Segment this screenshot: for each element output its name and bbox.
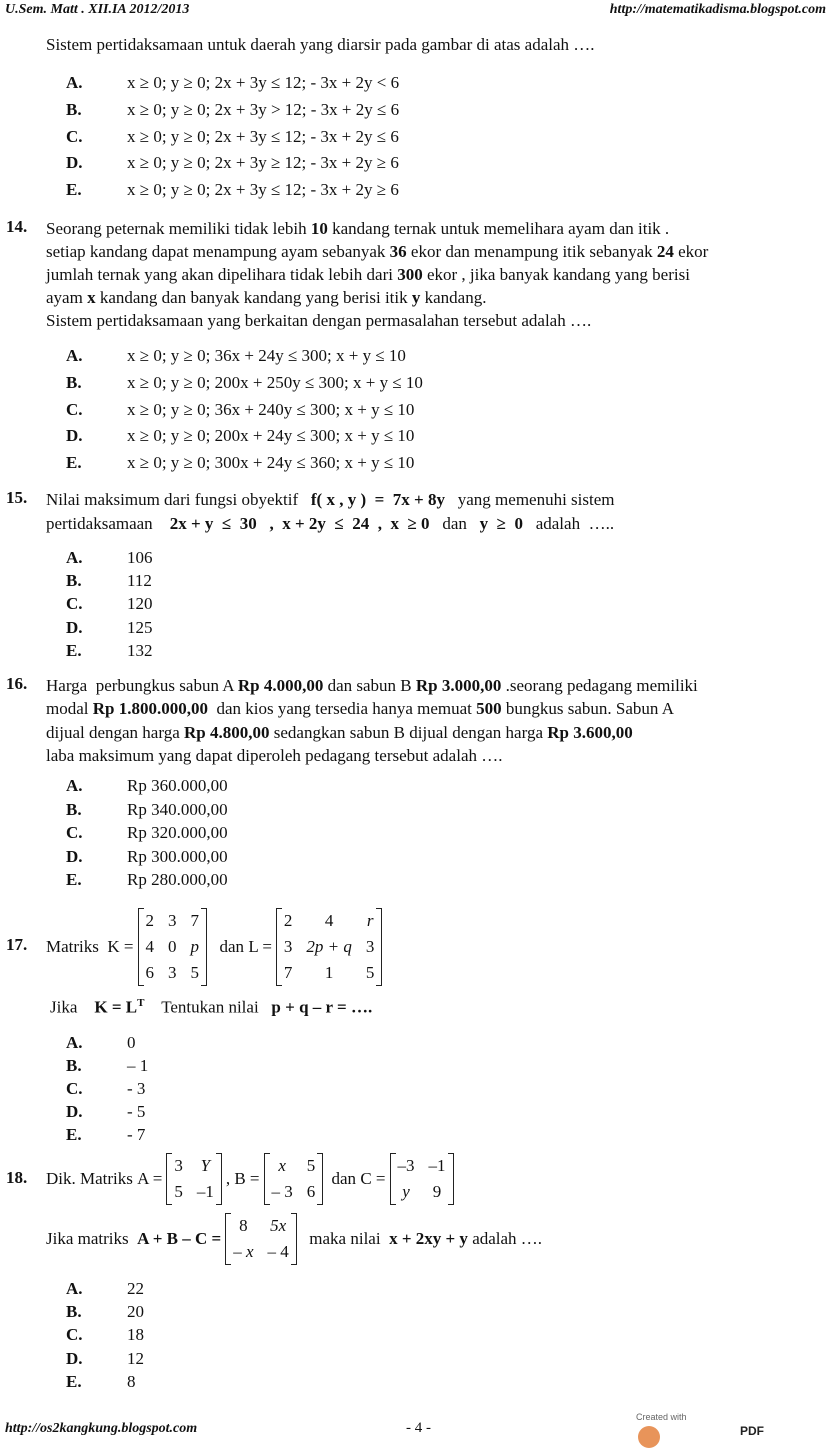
option-text: x ≥ 0; y ≥ 0; 2x + 3y ≤ 12; - 3x + 2y ≤ 6 [127, 126, 399, 146]
l-label: L = [248, 937, 272, 956]
matrix-cell: 5 [190, 963, 200, 982]
option-text: x ≥ 0; y ≥ 0; 2x + 3y ≥ 12; - 3x + 2y ≥ 6 [127, 153, 399, 173]
bold-text: 2x + y ≤ 30 , x + 2y ≤ 24 , x ≥ 0 [169, 514, 430, 533]
option-text: 125 [127, 617, 153, 637]
matrix-cell: 5 [365, 963, 375, 982]
option-letter: C. [66, 594, 83, 614]
bold-text: f( x , y ) = 7x + 8y [310, 490, 445, 509]
matrix-cell: 0 [168, 937, 177, 956]
text-run: dan sabun B [323, 676, 416, 695]
option-text: 132 [127, 640, 153, 660]
matrix-cell: 3 [168, 911, 177, 930]
question-line [46, 240, 708, 263]
page-number: - 4 - [406, 1420, 431, 1436]
q17-label: Matriks [46, 937, 99, 956]
matrix-cell: –1 [428, 1156, 446, 1175]
maka-label: maka nilai [309, 1229, 381, 1248]
option-text: x ≥ 0; y ≥ 0; 2x + 3y ≤ 12; - 3x + 2y < 6 [127, 73, 400, 92]
option-text: x ≥ 0; y ≥ 0; 200x + 24y ≤ 300; x + y ≤ 10 [127, 426, 415, 446]
matrix-c [390, 1153, 454, 1205]
q18-expr: A + B – C = [137, 1229, 222, 1248]
option-letter: C. [66, 126, 83, 146]
option-letter: B. [66, 99, 82, 119]
matrix-cell: 8 [239, 1216, 248, 1235]
option-text: - 5 [127, 1102, 146, 1121]
matrix-cell: 3 [168, 963, 177, 982]
bold-text: y ≥ 0 [479, 514, 523, 533]
bold-text: Rp 1.800.000,00 [92, 699, 208, 719]
question-14 [0, 217, 709, 473]
jika-label: Jika matriks [46, 1229, 129, 1248]
matrix-cell: 5 [306, 1156, 316, 1175]
text-run: jumlah ternak yang akan dipelihara tidak lebih dari [46, 265, 398, 284]
matrix-cell: 7 [283, 963, 293, 982]
option-text: x ≥ 0; y ≥ 0; 300x + 24y ≤ 360; x + y ≤ 10 [127, 453, 415, 473]
option-text: - 7 [127, 1125, 146, 1144]
bold-text: 36 [389, 242, 407, 261]
condition: K = L [94, 997, 138, 1017]
question-line [46, 721, 698, 744]
option-letter: E. [66, 1125, 82, 1144]
watermark-text: Created with [636, 1412, 687, 1422]
option-text: 120 [127, 594, 153, 614]
c-label: C = [360, 1169, 386, 1188]
q17-ask: p + q – r = …. [271, 997, 373, 1017]
option-letter: A. [66, 776, 83, 795]
option-letter: A. [66, 73, 83, 92]
question-line [46, 286, 708, 309]
matrix-cell: 4 [145, 937, 155, 956]
dan-label: dan [219, 937, 245, 956]
matrix-result [225, 1213, 297, 1265]
tentukan-label: Tentukan nilai [161, 997, 259, 1017]
question-line [46, 488, 615, 512]
text-run: Sistem pertidaksamaan yang berkaitan dengan permasalahan tersebut adalah …. [46, 311, 592, 330]
bold-text: Rp 4.800,00 [184, 722, 270, 742]
b-label: , B = [225, 1169, 260, 1188]
matrix-cell: 2 [283, 911, 293, 930]
matrix-cell: – x [233, 1242, 254, 1261]
matrix-cell: 5 [174, 1182, 183, 1201]
text-run: dan kios yang tersedia hanya memuat [207, 699, 477, 719]
matrix-l [276, 908, 382, 986]
text-run: kandang dan banyak kandang yang berisi itik [95, 288, 412, 307]
q18-label: Dik. Matriks [46, 1169, 133, 1188]
adalah-label: adalah …. [472, 1229, 543, 1248]
option-text: x ≥ 0; y ≥ 0; 2x + 3y > 12; - 3x + 2y ≤ 6 [127, 99, 400, 119]
bold-text: 10 [310, 219, 328, 238]
option-letter: D. [66, 1348, 83, 1368]
text-run: ekor [673, 242, 709, 261]
option-letter: C. [66, 1325, 83, 1345]
matrix-cell: 6 [306, 1182, 316, 1201]
option-letter: B. [66, 571, 82, 591]
question-text [46, 674, 698, 767]
question-line [46, 217, 708, 240]
bold-text: x [87, 288, 96, 307]
option-letter: C. [66, 1079, 83, 1098]
text-run: ekor dan menampung itik sebanyak [406, 242, 657, 261]
q13-intro: Sistem pertidaksamaan untuk daerah yang diarsir pada gambar di atas adalah …. [46, 35, 595, 54]
option-text: - 3 [127, 1079, 146, 1098]
option-letter: E. [66, 640, 82, 660]
text-run: yang memenuhi sistem [445, 490, 615, 509]
option-letter: E. [66, 453, 82, 473]
text-run: kandang ternak untuk memelihara ayam dan itik . [327, 219, 670, 238]
option-letter: A. [66, 346, 83, 365]
option-text: Rp 300.000,00 [127, 846, 228, 866]
bold-text: Rp 3.000,00 [415, 676, 502, 695]
matrix-cell: r [366, 911, 374, 930]
option-letter: D. [66, 426, 83, 446]
k-label: K = [107, 937, 134, 956]
option-text: Rp 280.000,00 [127, 870, 228, 889]
option-letter: E. [66, 1371, 82, 1391]
option-text: Rp 320.000,00 [127, 823, 228, 842]
question-number: 17. [6, 935, 28, 954]
question-number: 18. [6, 1168, 28, 1187]
header-right: http://matematikadisma.blogspot.com [609, 2, 826, 17]
option-text: x ≥ 0; y ≥ 0; 36x + 24y ≤ 300; x + y ≤ 10 [127, 346, 406, 365]
matrix-cell: – 4 [267, 1242, 289, 1261]
option-text: x ≥ 0; y ≥ 0; 2x + 3y ≤ 12; - 3x + 2y ≥ 6 [127, 180, 399, 200]
question-line [46, 263, 708, 286]
option-letter: D. [66, 1102, 83, 1121]
text-run: kandang. [420, 288, 487, 307]
q18-ask: x + 2xy + y [389, 1229, 468, 1248]
question-line [46, 674, 698, 697]
option-letter: D. [66, 153, 83, 173]
option-text: 18 [127, 1325, 144, 1345]
matrix-cell: 2p + q [306, 937, 352, 956]
matrix-cell: 7 [190, 911, 200, 930]
option-letter: B. [66, 1056, 82, 1075]
bold-text: y [411, 288, 421, 307]
question-number: 14. [6, 217, 28, 236]
option-letter: D. [66, 846, 83, 866]
matrix-cell: x [278, 1156, 286, 1175]
option-letter: E. [66, 870, 82, 889]
option-letter: B. [66, 799, 82, 819]
option-text: 0 [127, 1033, 136, 1052]
matrix-cell: –1 [196, 1182, 214, 1201]
text-run: setiap kandang dapat menampung ayam sebanyak [46, 242, 390, 261]
text-run: .seorang pedagang memiliki [501, 676, 698, 695]
option-text: 8 [127, 1371, 136, 1391]
header-left: U.Sem. Matt . XII.IA 2012/2013 [5, 2, 190, 17]
question-16 [0, 674, 698, 889]
question-line [46, 697, 698, 720]
text-run: adalah ….. [522, 514, 615, 533]
text-run: Seorang peternak memiliki tidak lebih [46, 219, 311, 238]
text-run: sedangkan sabun B dijual dengan harga [269, 722, 548, 742]
matrix-cell: 2 [145, 911, 155, 930]
question-15 [0, 488, 615, 660]
question-text [46, 488, 615, 536]
matrix-cell: 1 [324, 963, 334, 982]
text-run: ayam [46, 288, 88, 307]
bold-text: Rp 3.600,00 [547, 722, 633, 742]
a-label: A = [137, 1169, 163, 1188]
footer-left: http://os2kangkung.blogspot.com [5, 1421, 198, 1436]
bold-text: 24 [656, 242, 674, 261]
text-run: dan [429, 514, 480, 533]
option-text: x ≥ 0; y ≥ 0; 200x + 250y ≤ 300; x + y ≤ 10 [127, 372, 423, 392]
matrix-cell: – 3 [271, 1182, 293, 1201]
question-number: 15. [6, 488, 28, 507]
dan-label: dan [331, 1169, 357, 1188]
matrix-a [166, 1153, 222, 1205]
option-text: 112 [127, 571, 152, 591]
text-run: dijual dengan harga [46, 722, 185, 742]
matrix-cell: 3 [174, 1156, 183, 1175]
matrix-cell: 9 [432, 1182, 442, 1201]
option-letter: A. [66, 548, 83, 567]
matrix-cell: p [190, 937, 200, 956]
matrix-cell: 5x [270, 1216, 287, 1235]
option-letter: C. [66, 823, 83, 842]
question-line [46, 744, 698, 767]
matrix-cell: 6 [145, 963, 155, 982]
matrix-cell: Y [200, 1156, 211, 1175]
matrix-b [264, 1153, 324, 1205]
option-letter: A. [66, 1279, 83, 1298]
option-text: 12 [127, 1348, 144, 1368]
question-line [46, 309, 708, 332]
option-letter: A. [66, 1033, 83, 1052]
matrix-cell: 3 [365, 937, 375, 956]
question-number: 16. [6, 674, 28, 693]
option-letter: B. [66, 1302, 82, 1322]
option-letter: B. [66, 372, 82, 392]
option-text: 106 [127, 548, 153, 567]
option-text: x ≥ 0; y ≥ 0; 36x + 240y ≤ 300; x + y ≤ 10 [127, 399, 415, 419]
bold-text: Rp 4.000,00 [237, 676, 324, 695]
matrix-cell: y [402, 1182, 410, 1201]
text-run: bungkus sabun. Sabun A [501, 699, 674, 719]
option-letter: E. [66, 180, 82, 200]
text-run: ekor , jika banyak kandang yang berisi [422, 265, 690, 284]
option-text: Rp 340.000,00 [127, 799, 228, 819]
option-text: – 1 [127, 1056, 149, 1075]
option-letter: C. [66, 399, 83, 419]
matrix-cell: 4 [324, 911, 334, 930]
watermark-logo-icon [638, 1426, 660, 1448]
jika-label: Jika [50, 997, 78, 1017]
option-text: 22 [127, 1279, 144, 1298]
matrix-cell: 3 [283, 937, 293, 956]
text-run: modal [46, 699, 93, 719]
text-run: Harga perbungkus sabun A [46, 676, 238, 695]
text-run: laba maksimum yang dapat diperoleh pedagang tersebut adalah …. [46, 745, 503, 765]
bold-text: 300 [397, 265, 423, 284]
text-run: pertidaksamaan [46, 514, 170, 533]
option-letter: D. [66, 617, 83, 637]
watermark-brand: PDF [740, 1424, 764, 1438]
option-text: 20 [127, 1302, 144, 1322]
transpose-sup: T [137, 997, 145, 1009]
bold-text: 500 [476, 699, 502, 719]
question-text [46, 217, 708, 332]
matrix-cell: –3 [397, 1156, 415, 1175]
question-line [46, 512, 615, 536]
matrix-k [138, 908, 208, 986]
option-text: Rp 360.000,00 [127, 776, 228, 795]
text-run: Nilai maksimum dari fungsi obyektif [46, 490, 311, 509]
